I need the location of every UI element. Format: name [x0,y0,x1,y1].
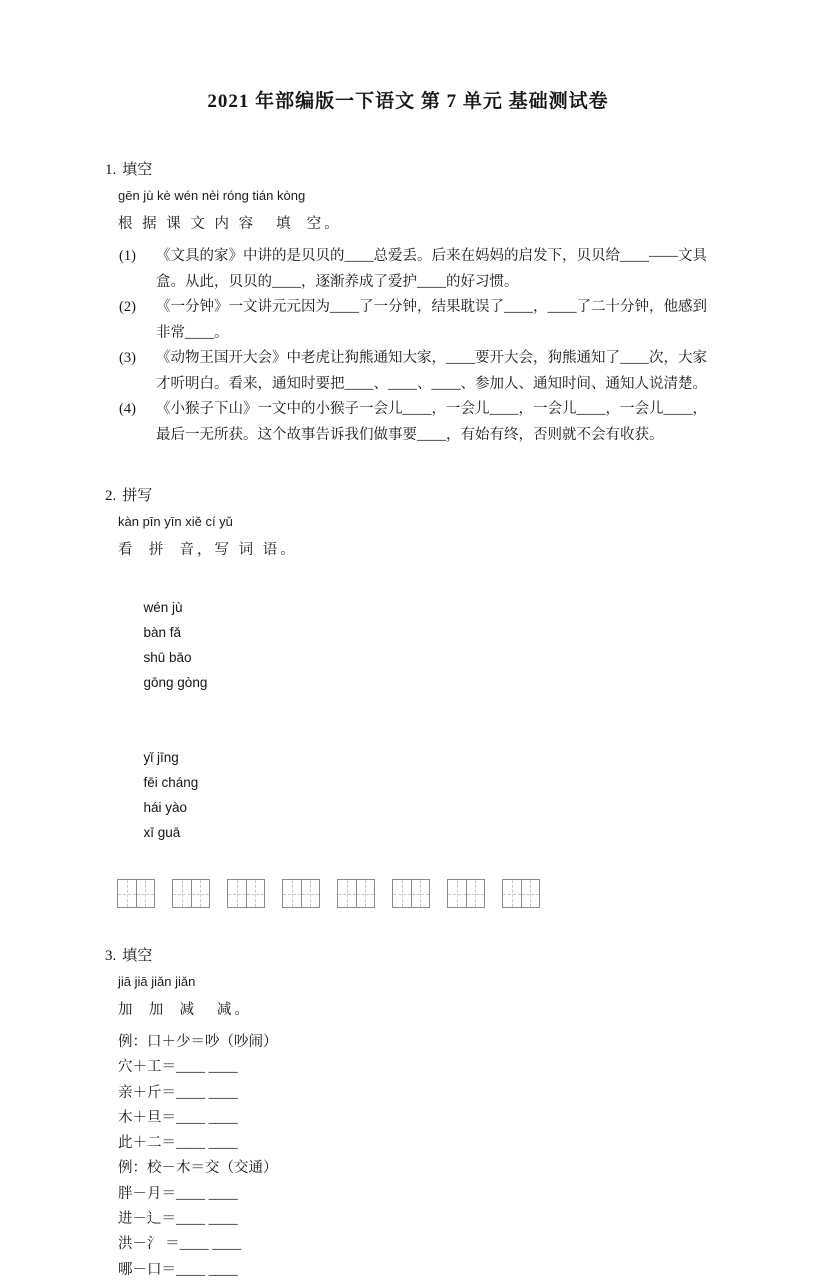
tianzi-grid-cell [356,880,375,907]
pinyin-word: yǐ jīng [143,750,179,765]
pinyin-word-row-2 [105,720,716,870]
section-1-pinyin: gēn jù kè wén nèi róng tián kòng [118,188,306,203]
tianzi-grid-box [282,879,320,908]
char-equation-line: 穴＋工＝____ ____ [118,1059,238,1076]
tianzi-grid-cell [136,880,155,907]
tianzi-grid-cell [521,880,540,907]
tianzi-grid-cell [301,880,320,907]
pinyin-word-row-1 [105,570,716,720]
tianzi-grid-cell [246,880,265,907]
fill-blank-item-2 [105,295,716,346]
tianzi-grid-cell [173,880,191,907]
section-1-instruction: 根 据 课 文 内 容 填 空。 [118,216,342,232]
answer-grid-row [105,879,716,908]
char-equation-line: 洪－氵 ＝____ ____ [118,1236,242,1253]
tianzi-grid-cell [118,880,136,907]
section-3-char-math [105,945,716,1283]
pinyin-word: fēi cháng [143,775,199,790]
section-1-number: 1. [105,162,117,178]
tianzi-grid-cell [448,880,466,907]
pinyin-word: gōng gòng [143,675,208,690]
section-1-title: 填空 [122,162,153,178]
item-number: (4) [119,401,136,417]
section-2-heading [105,485,716,507]
section-3-title: 填空 [122,948,153,964]
section-2-title: 拼写 [122,488,153,504]
section-2-instruction: 看 拼 音，写 词 语。 [118,542,298,558]
char-equation-line: 亲＋斤＝____ ____ [118,1084,238,1101]
tianzi-grid-box [172,879,210,908]
tianzi-grid-cell [191,880,210,907]
item-text: 《动物王国开大会》中老虎让狗熊通知大家，____要开大会，狗熊通知了____次，大家才听明白。看来，通知时要把____、____、____、参加人、通知时间、通知人说清楚。 [156,350,707,392]
section-3-heading [105,945,716,967]
pinyin-word: hái yào [143,800,188,815]
tianzi-grid-cell [228,880,246,907]
fill-blank-item-1 [105,244,716,295]
example-subtract-line: 例：校－木＝交（交通） [118,1160,278,1177]
pinyin-word: wén jù [143,600,183,615]
section-3-pinyin: jiā jiā jiǎn jiǎn [118,974,196,989]
item-number: (1) [119,248,136,264]
tianzi-grid-cell [393,880,411,907]
tianzi-grid-box [502,879,540,908]
paper-title: 2021 年部编版一下语文 第 7 单元 基础测试卷 [207,91,609,112]
section-1-fill-blank [105,159,716,448]
pinyin-word: xī guā [143,825,181,840]
tianzi-grid-cell [503,880,521,907]
tianzi-grid-box [447,879,485,908]
example-add-line: 例：口＋少＝吵（吵闹） [118,1034,278,1050]
section-1-heading [105,159,716,181]
char-equation-line: 哪－口＝____ ____ [118,1261,238,1278]
section-3-number: 3. [105,948,117,964]
tianzi-grid-cell [466,880,485,907]
char-equation-line: 此＋二＝____ ____ [118,1135,238,1152]
section-1-items [105,244,716,448]
tianzi-grid-box [227,879,265,908]
section-3-instruction: 加 加 减 减。 [118,1002,252,1018]
section-2-number: 2. [105,488,117,504]
tianzi-grid-cell [338,880,356,907]
fill-blank-item-4 [105,397,716,448]
item-number: (2) [119,299,136,315]
char-equation-line: 胖－月＝____ ____ [118,1185,238,1202]
tianzi-grid-box [117,879,155,908]
pinyin-word: bàn fǎ [143,625,182,640]
pinyin-word: shū bāo [143,650,192,665]
tianzi-grid-box [392,879,430,908]
item-text: 《文具的家》中讲的是贝贝的____总爱丢。后来在妈妈的启发下，贝贝给____——文具盒。从此，贝贝的____，逐渐养成了爱护____的好习惯。 [156,248,707,290]
tianzi-grid-cell [283,880,301,907]
section-2-pinyin-writing [105,485,716,908]
item-text: 《一分钟》一文讲元元因为____了一分钟，结果耽误了____，____了二十分钟，他感到非常____。 [156,299,707,341]
char-equation-line: 木＋旦＝____ ____ [118,1109,238,1126]
item-number: (3) [119,350,136,366]
tianzi-grid-box [337,879,375,908]
tianzi-grid-cell [411,880,430,907]
fill-blank-item-3 [105,346,716,397]
section-2-pinyin: kàn pīn yīn xiě cí yǔ [118,514,233,529]
char-equation-line: 进－辶＝____ ____ [118,1211,238,1228]
item-text: 《小猴子下山》一文中的小猴子一会儿____，一会儿____，一会儿____，一会儿____，最后一无所获。这个故事告诉我们做事要____，有始有终，否则就不会有收获。 [156,401,707,443]
